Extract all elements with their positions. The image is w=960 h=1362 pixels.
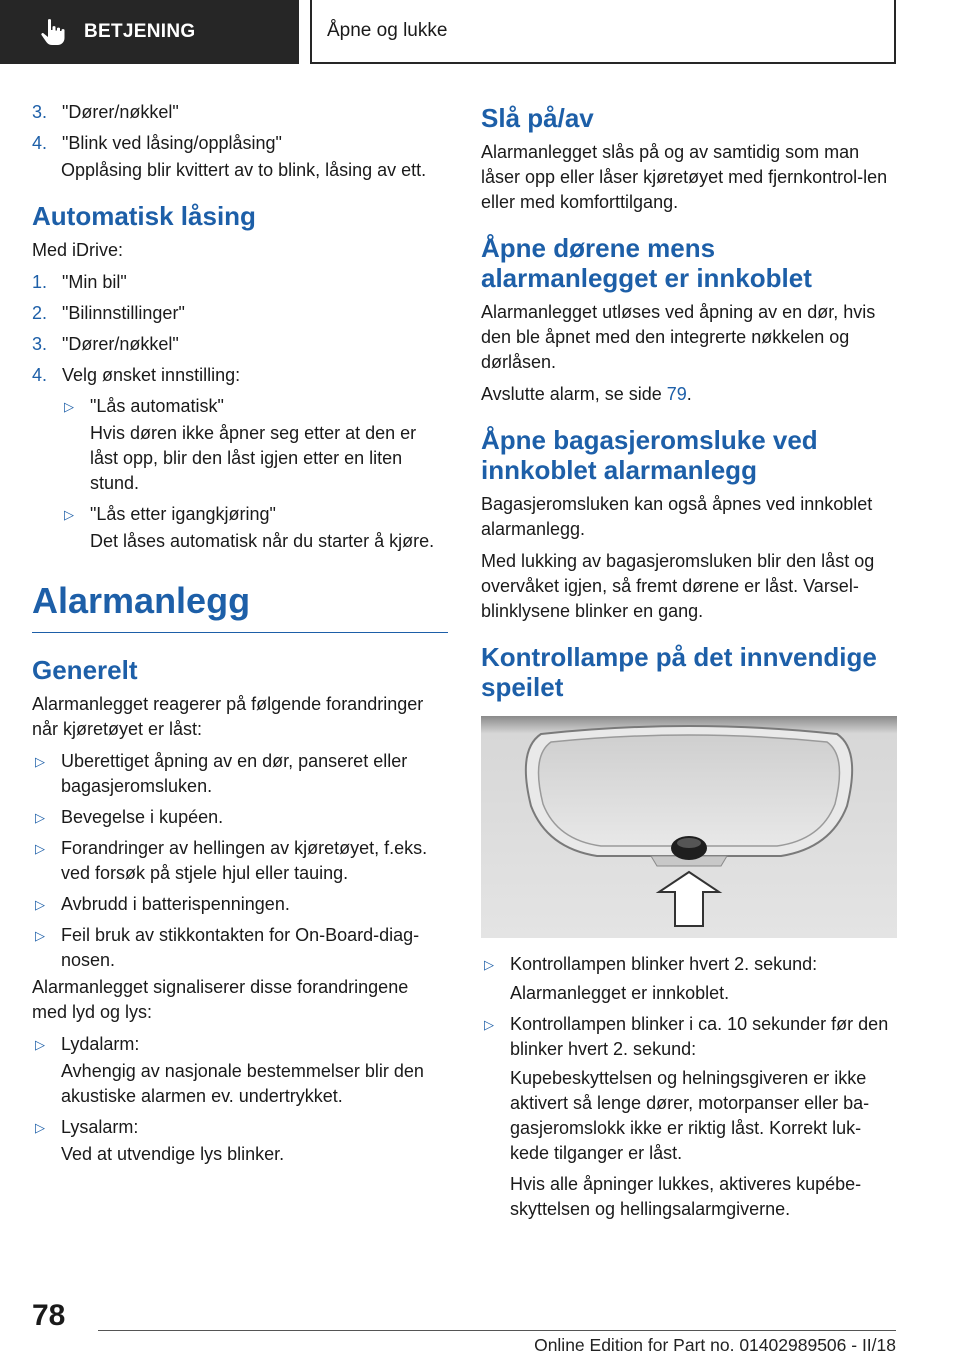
- left-column: [32, 100, 448, 1173]
- list-item: [32, 1032, 448, 1057]
- section-tab: [0, 0, 299, 64]
- item-text: Uberettiget åpning av en dør, panseret eller bagasjeromsluken.: [61, 751, 408, 796]
- item-number: 3.: [32, 334, 48, 354]
- paragraph: Alarmanlegget slås på og av samtidig som man låser opp eller låser kjøretøyet med fjernkontrol‐len eller med komforttilgang.: [481, 142, 888, 212]
- item-text: Kontrollampen blinker i ca. 10 sekunder før den blinker hvert 2. sekund:: [510, 1014, 889, 1059]
- list-item: [32, 100, 448, 125]
- item-text: Velg ønsket innstilling:: [62, 365, 241, 385]
- list-item: [32, 270, 448, 295]
- list-item: [32, 394, 448, 419]
- heading-indicator-lamp: Kontrollampe på det innvendige speilet: [481, 642, 877, 702]
- item-text: "Min bil": [62, 272, 127, 292]
- item-text: Forandringer av hellingen av kjøretøyet, f.eks. ved forsøk på stjele hjul eller tauing.: [61, 838, 428, 883]
- heading-alarm-system: Alarmanlegg: [32, 580, 448, 633]
- item-text: "Blink ved låsing/opplåsing": [62, 133, 282, 153]
- list-item: [32, 363, 448, 388]
- list-item: [32, 749, 448, 799]
- footer-edition: Online Edition for Part no. 01402989506 - II/18: [534, 1335, 896, 1355]
- chapter-tab: [310, 0, 896, 64]
- triangle-bullet-icon: ▷: [35, 810, 45, 825]
- item-subtext: Ved at utvendige lys blinker.: [61, 1144, 285, 1164]
- list-item: [32, 923, 448, 973]
- heading-general: Generelt: [32, 655, 138, 685]
- list-item: [481, 1012, 897, 1062]
- item-text: "Lås automatisk": [90, 396, 224, 416]
- text: .: [686, 384, 692, 404]
- rearview-mirror-image: [481, 716, 897, 938]
- list-item: [481, 952, 897, 977]
- paragraph: Bagasjeromsluken kan også åpnes ved innkoblet alarmanlegg.: [481, 494, 873, 539]
- paragraph: Alarmanlegget signaliserer disse forandringene med lyd og lys:: [32, 977, 409, 1022]
- triangle-bullet-icon: ▷: [35, 897, 45, 912]
- item-number: 3.: [32, 102, 48, 122]
- triangle-bullet-icon: ▷: [35, 754, 45, 769]
- heading-open-trunk: Åpne bagasjeromsluke ved innkoblet alarmanlegg: [481, 425, 818, 485]
- heading-on-off: Slå på/av: [481, 103, 594, 133]
- item-number: 1.: [32, 272, 48, 292]
- item-text: Feil bruk av stikkontakten for On-Board-diag‐nosen.: [61, 925, 420, 970]
- hand-pointer-icon: [40, 18, 66, 46]
- section-label: BETJENING: [84, 21, 196, 42]
- triangle-bullet-icon: ▷: [35, 841, 45, 856]
- paragraph: [481, 382, 897, 407]
- item-subtext: Det låses automatisk når du starter å kjøre.: [90, 531, 435, 551]
- item-subtext: Hvis døren ikke åpner seg etter at den er låst opp, blir den låst igjen etter en liten stund.: [90, 423, 417, 493]
- chapter-label: Åpne og lukke: [327, 20, 448, 41]
- item-number: 4.: [32, 133, 48, 153]
- paragraph: Med iDrive:: [32, 240, 124, 260]
- item-subtext: Kupebeskyttelsen og helningsgiveren er ikke aktivert så lenge dører, motorpanser eller ba‐gasjeromslokk ikke er riktig låst. Korrekt luk‐kede tilganger er låst.: [510, 1068, 870, 1163]
- triangle-bullet-icon: ▷: [484, 957, 494, 972]
- item-text: Bevegelse i kupéen.: [61, 807, 224, 827]
- list-item: [32, 892, 448, 917]
- item-text: Avbrudd i batterispenningen.: [61, 894, 290, 914]
- list-item: [32, 301, 448, 326]
- heading-open-doors: Åpne dørene mens alarmanlegget er innkoblet: [481, 233, 812, 293]
- page-link[interactable]: 79: [666, 384, 687, 404]
- item-text: "Bilinnstillinger": [62, 303, 185, 323]
- item-subtext: Alarmanlegget er innkoblet.: [510, 983, 730, 1003]
- heading-automatic-locking: Automatisk låsing: [32, 201, 256, 231]
- triangle-bullet-icon: ▷: [484, 1017, 494, 1032]
- item-text: Lydalarm:: [61, 1034, 140, 1054]
- triangle-bullet-icon: ▷: [64, 507, 74, 522]
- item-text: Kontrollampen blinker hvert 2. sekund:: [510, 954, 818, 974]
- item-text: Lysalarm:: [61, 1117, 139, 1137]
- list-item: [32, 805, 448, 830]
- triangle-bullet-icon: ▷: [35, 928, 45, 943]
- list-item: [32, 502, 448, 527]
- item-text: "Dører/nøkkel": [62, 102, 179, 122]
- footer-divider: [98, 1330, 896, 1331]
- list-item: [32, 1115, 448, 1140]
- page-number: 78: [32, 1299, 66, 1332]
- item-number: 2.: [32, 303, 48, 323]
- item-number: 4.: [32, 365, 48, 385]
- triangle-bullet-icon: ▷: [35, 1037, 45, 1052]
- list-item: [32, 836, 448, 886]
- paragraph: Alarmanlegget utløses ved åpning av en dør, hvis den ble åpnet med den integrerte nøkkelen og dørlåsen.: [481, 302, 876, 372]
- right-column: [481, 103, 897, 1228]
- paragraph: Alarmanlegget reagerer på følgende forandringer når kjøretøyet er låst:: [32, 694, 424, 739]
- paragraph: Med lukking av bagasjeromsluken blir den låst og overvåket igjen, så fremt dørene er låst. Varsel‐blinklysene blinker en gang.: [481, 551, 875, 621]
- item-subtext: Hvis alle åpninger lukkes, aktiveres kupébe‐skyttelsen og hellingsalarmgiverne.: [510, 1174, 862, 1219]
- item-text: "Dører/nøkkel": [62, 334, 179, 354]
- triangle-bullet-icon: ▷: [64, 399, 74, 414]
- triangle-bullet-icon: ▷: [35, 1120, 45, 1135]
- item-subtext: Opplåsing blir kvittert av to blink, låsing av ett.: [61, 160, 427, 180]
- item-subtext: Avhengig av nasjonale bestemmelser blir den akustiske alarmen ev. undertrykket.: [61, 1061, 424, 1106]
- list-item: [32, 332, 448, 357]
- item-text: "Lås etter igangkjøring": [90, 504, 276, 524]
- list-item: [32, 131, 448, 156]
- text: Avslutte alarm, se side: [481, 384, 662, 404]
- mirror-illustration: [481, 716, 897, 938]
